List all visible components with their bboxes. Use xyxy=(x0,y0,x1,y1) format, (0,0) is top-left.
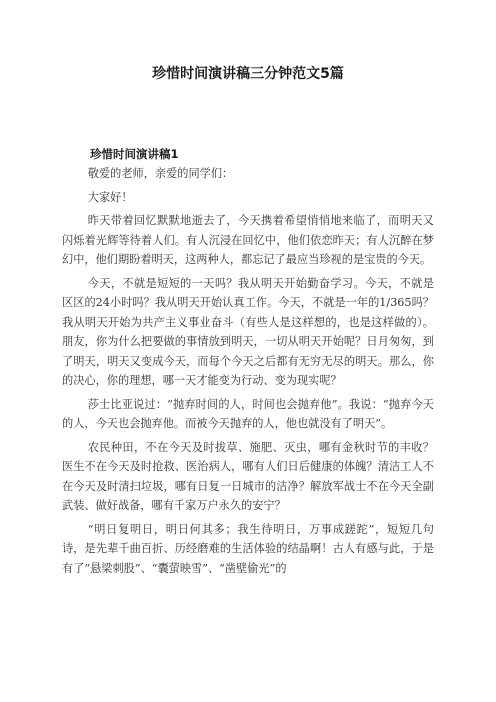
document-body xyxy=(62,164,434,582)
body-paragraph: 昨天带着回忆默默地逝去了，今天携着希望悄悄地来临了，而明天又闪烁着光辉等待着人们。有人沉浸在回忆中，他们依恋昨天；有人沉醉在梦幻中，他们期盼着明天，这两种人，都忘记了最应当珍视的是宝贵的今天。 xyxy=(62,214,434,266)
body-paragraph: 农民种田，不在今天及时拔草、施肥、灭虫，哪有金秋时节的丰收？医生不在今天及时抢救、医治病人，哪有人们日后健康的体魄？清洁工人不在今天及时清扫垃圾，哪有日复一日城市的洁净？解放军战士不在今天全副武装、做好战备，哪有千家万户永久的安宁？ xyxy=(62,440,434,512)
body-paragraph: “明日复明日，明日何其多；我生待明日，万事成蹉跎”，短短几句诗，是先辈千曲百折、历经磨难的生活体验的结晶啊！古人有感与此，于是有了“悬梁刺股”、“囊萤映雪”、“凿壁偷光”的 xyxy=(62,522,434,575)
salutation: 敬爱的老师，亲爱的同学们： xyxy=(87,167,234,180)
greeting: 大家好！ xyxy=(87,190,133,204)
body-paragraph: 今天，不就是短短的一天吗？我从明天开始勤奋学习。今天，不就是区区的24小时吗？我从明天开始认真工作。今天，不就是一年的1/365吗？我从明天开始为共产主义事业奋斗（有些人是这样想的，也是这样做的）。朋友，你为什么把要做的事情放到明天，一切从明天开始呢？日月匆匆，到了明天，明天又变成今天，而每个今天之后都有无穷无尽的明天。那么，你的决心，你的理想，哪一天才能变为行动、变为现实呢？ xyxy=(62,276,434,387)
body-paragraph: 莎士比亚说过：“抛弃时间的人，时间也会抛弃他”。我说：“抛弃今天的人，今天也会抛弃他。而被今天抛弃的人，他也就没有了明天”。 xyxy=(62,397,434,430)
document-title: 珍惜时间演讲稿三分钟范文5篇 xyxy=(152,66,344,82)
section-heading: 珍惜时间演讲稿1 xyxy=(90,147,179,161)
